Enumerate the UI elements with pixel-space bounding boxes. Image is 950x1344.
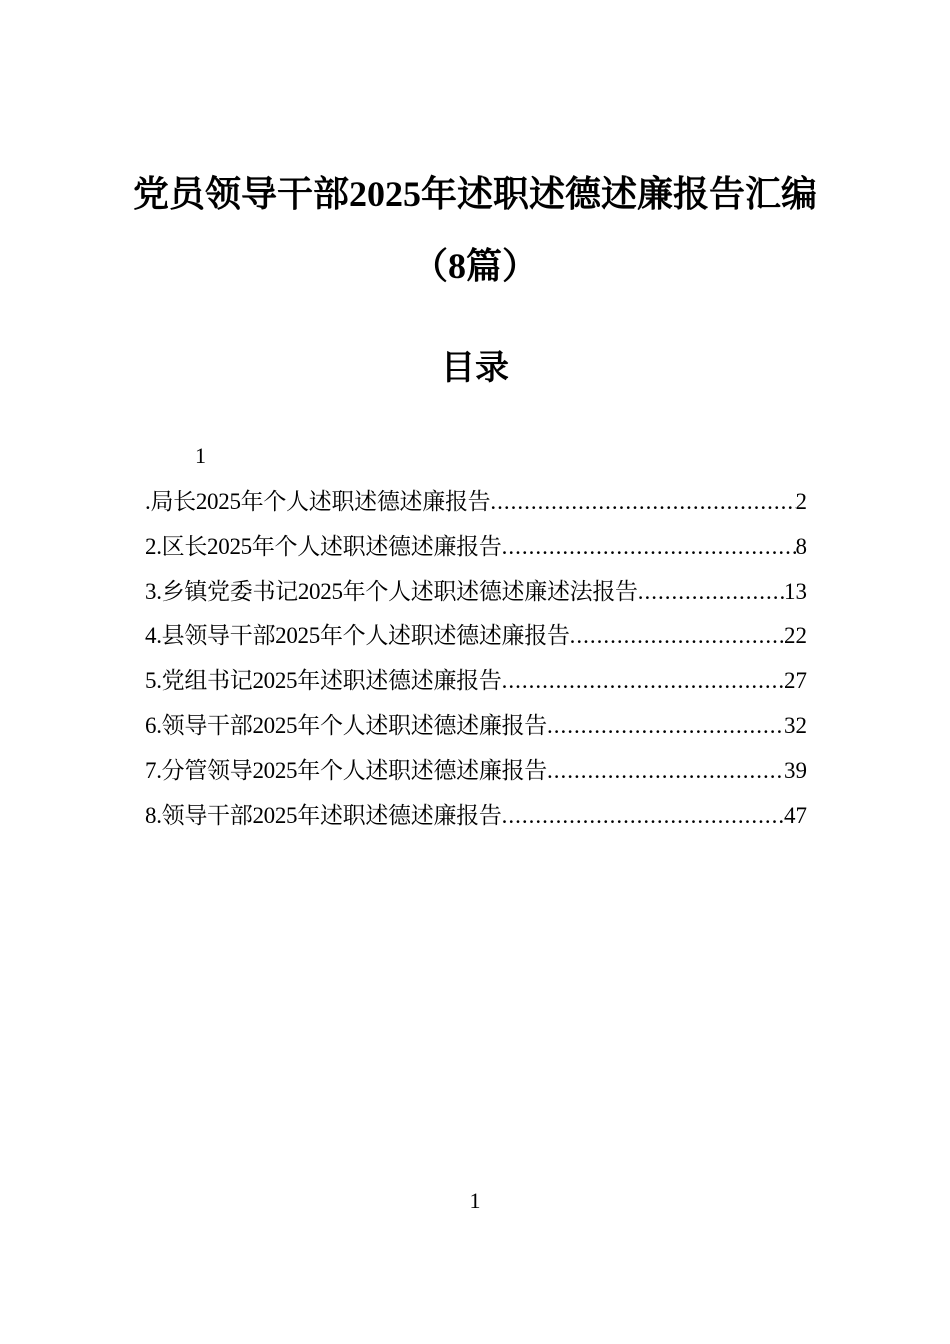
- toc-dot-leader: [547, 749, 784, 794]
- toc-entry-3[interactable]: [145, 570, 807, 615]
- toc-entry-6[interactable]: [145, 704, 807, 749]
- toc-entry-7[interactable]: [145, 749, 807, 794]
- document-title: 党员领导干部2025年述职述德述廉报告汇编（8篇）: [132, 174, 817, 286]
- toc-entry-8[interactable]: [145, 794, 807, 839]
- toc-entry-label: 4.县领导干部2025年个人述职述德述廉报告: [145, 623, 570, 649]
- toc-dot-leader: [638, 570, 784, 615]
- toc-dot-leader: [490, 480, 795, 525]
- toc-entry-page: 27: [784, 668, 807, 694]
- toc-dot-leader: [502, 794, 784, 839]
- toc-entry-label: 5.党组书记2025年述职述德述廉报告: [145, 668, 502, 694]
- toc-dot-leader: [502, 659, 784, 704]
- table-of-contents: [145, 480, 807, 838]
- toc-entry-page: 13: [784, 578, 807, 604]
- toc-entry-label: 7.分管领导2025年个人述职述德述廉报告: [145, 757, 547, 783]
- toc-entry-page: 8: [795, 533, 807, 559]
- toc-entry-label: .局长2025年个人述职述德述廉报告: [145, 489, 491, 514]
- toc-entry-page: 2: [795, 489, 807, 514]
- toc-heading: 目录: [441, 350, 509, 387]
- toc-entry-page: 39: [784, 757, 807, 783]
- toc-marker: 1: [195, 443, 206, 468]
- toc-entry-4[interactable]: [145, 614, 807, 659]
- toc-entry-1[interactable]: [145, 480, 807, 525]
- toc-entry-label: 6.领导干部2025年个人述职述德述廉报告: [145, 712, 547, 738]
- toc-entry-label: 8.领导干部2025年述职述德述廉报告: [145, 802, 502, 828]
- toc-dot-leader: [502, 525, 796, 570]
- toc-entry-label: 3.乡镇党委书记2025年个人述职述德述廉述法报告: [145, 578, 638, 604]
- toc-entry-page: 22: [784, 623, 807, 649]
- toc-entry-5[interactable]: [145, 659, 807, 704]
- toc-entry-2[interactable]: [145, 525, 807, 570]
- toc-entry-page: 47: [784, 802, 807, 828]
- toc-dot-leader: [547, 704, 784, 749]
- toc-dot-leader: [570, 614, 784, 659]
- page-number: 1: [469, 1188, 481, 1213]
- toc-entry-label: 2.区长2025年个人述职述德述廉报告: [145, 533, 502, 559]
- toc-entry-page: 32: [784, 712, 807, 738]
